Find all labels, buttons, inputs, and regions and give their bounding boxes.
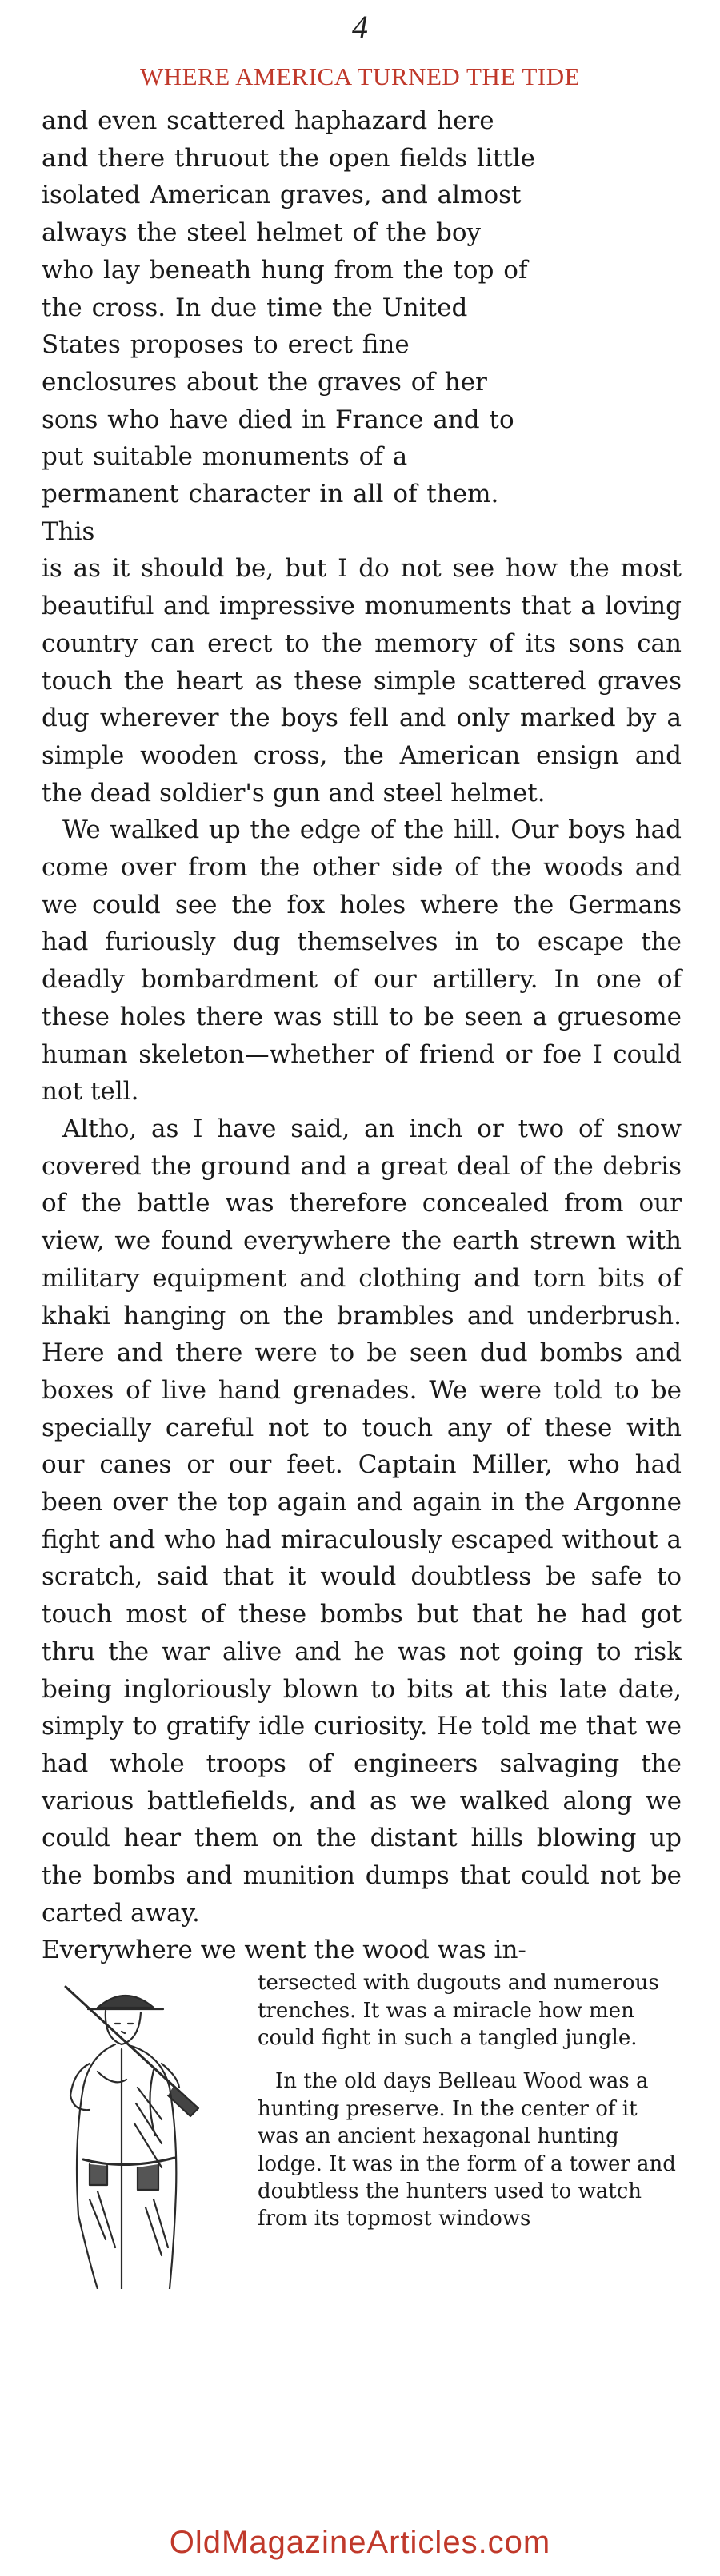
paragraph-4: In the old days Belleau Wood was a hunting preserve. In the center of it was an ancient hexagonal hunting lodge. It was in the form of a tower and doubtless the hunters used to watch from its topmost windows [258, 2069, 676, 2231]
running-head: WHERE AMERICA TURNED THE TIDE [139, 62, 581, 90]
paragraph-3-lead: Everywhere we went the wood was in- [42, 1936, 526, 1965]
paragraph-1-opening: and even scattered haphazard here and there thruout the open fields little isolated American graves, and almost always the steel helmet of the boy who lay beneath hung from the top of the cross. In due time the United States proposes to erect fine enclosures about the graves of her sons who have died in France and to put suitable monuments of a permanent character in all of them. This [42, 106, 535, 546]
paragraph-2: We walked up the edge of the hill. Our boys had come over from the other side of the woods and we could see the fox holes where the Germans had furiously dug themselves in to escape the deadly bombardment of our artillery. In one of these holes there was still to be seen a gruesome human skeleton—whether of friend or foe I could not tell. [42, 815, 682, 1107]
site-footer: OldMagazineArticles.com [169, 2525, 551, 2560]
page-number: 4 [352, 9, 368, 45]
article-body [42, 102, 682, 2233]
soldier-illustration [42, 1976, 234, 2289]
inset-text [258, 1969, 682, 2233]
paragraph-1-continued: is as it should be, but I do not see how the most beautiful and impressive monuments that a loving country can erect to the memory of its sons can touch the heart as these simple scattered graves dug wherever the boys fell and only marked by a simple wooden cross, the American ensign and the dead soldier's gun and steel helmet. [42, 554, 682, 807]
paragraph-3: Altho, as I have said, an inch or two of snow covered the ground and a great deal of the debris of the battle was therefore concealed from our view, we found everywhere the earth strewn with military equipment and clothing and torn bits of khaki hanging on the brambles and underbrush. Here and there were to be seen dud bombs and boxes of live hand grenades. We were told to be specially careful not to touch any of these with our canes or our feet. Captain Miller, who had been over the top again and again in the Argonne fight and who had miraculously escaped without a scratch, said that it would doubtless be safe to touch most of these bombs but that he had got thru the war alive and he was not going to risk being ingloriously blown to bits at this late date, simply to gratify idle curiosity. He told me that we had whole troops of engineers salvaging the various battlefields, and as we walked along we could hear them on the distant hills blowing up the bombs and munition dumps that could not be carted away. [42, 1114, 682, 1928]
illustrated-section [42, 1969, 682, 2233]
paragraph-3-tail: tersected with dugouts and numerous trenches. It was a miracle how men could fight in such a tangled jungle. [258, 1971, 659, 2050]
